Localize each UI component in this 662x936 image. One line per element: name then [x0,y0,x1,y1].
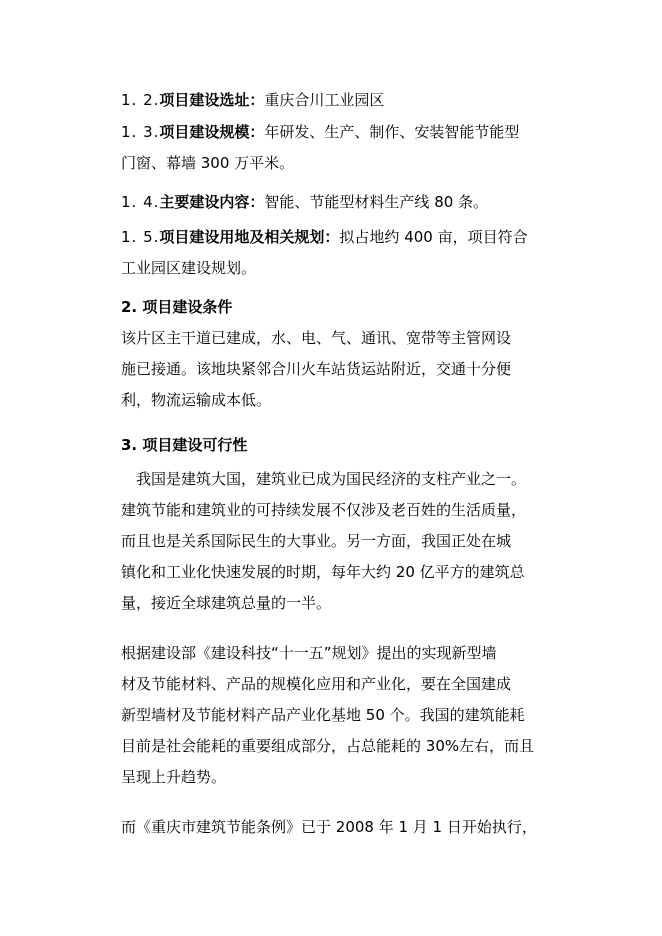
section-heading: 主要建设内容： [159,193,265,211]
paragraph-line: 我国是建筑大国，建筑业已成为国民经济的支柱产业之一。 [121,470,527,488]
paragraph-line: 而《重庆市建筑节能条例》已于 2008 年 1 月 1 日开始执行， [121,818,537,836]
paragraph-line: 量，接近全球建筑总量的一半。 [121,594,332,612]
section-1-2-line [121,85,546,116]
section-1-4 [121,187,546,218]
section-1-3-line-1 [121,117,546,148]
section-1-5-line-1 [121,222,546,253]
section-heading: 项目建设选址： [159,91,265,109]
paragraph-line: 而且也是关系国际民生的大事业。另一方面，我国正处在城 [121,532,512,550]
section-text: 智能、节能型材料生产线 80 条。 [264,193,489,211]
section-text: 拟占地约 400 亩，项目符合 [339,228,528,246]
paragraph-line: 镇化和工业化快速发展的时期，每年大约 20 亿平方的建筑总 [121,563,525,581]
section-2-line: 施已接通。该地块紧邻合川火车站货运站附近，交通十分便 [121,360,512,378]
section-number: 1. 3. [121,123,160,141]
section-1-5-line-2: 工业园区建设规划。 [121,259,257,277]
paragraph-line: 材及节能材料、产品的规模化应用和产业化，要在全国建成 [121,675,512,693]
section-3-paragraph-1 [121,464,546,619]
section-text: 年研发、生产、制作、安装智能节能型 [264,123,520,141]
section-1-3 [121,117,546,179]
section-3 [121,430,546,461]
section-3-paragraph-2 [121,638,546,793]
section-2-line: 该片区主干道已建成，水、电、气、通讯、宽带等主管网设 [121,329,512,347]
paragraph-line: 目前是社会能耗的重要组成部分，占总能耗的 30%左右，而且 [121,737,535,755]
paragraph-line: 根据建设部《建设科技“十一五”规划》提出的实现新型墙 [121,644,497,662]
section-number: 1. 2. [121,91,160,109]
section-heading: 项目建设用地及相关规划： [159,228,340,246]
paragraph-line: 呈现上升趋势。 [121,768,227,786]
paragraph-line: 新型墙材及节能材料产品产业化基地 50 个。我国的建筑能耗 [121,706,525,724]
section-1-5 [121,222,546,284]
section-2-line: 利，物流运输成本低。 [121,391,272,409]
section-heading: 项目建设规模： [159,123,265,141]
section-number: 1. 4. [121,193,160,211]
section-number: 1. 5. [121,228,160,246]
section-3-heading: 3. 项目建设可行性 [121,436,248,454]
section-2 [121,292,546,416]
paragraph-line: 建筑节能和建筑业的可持续发展不仅涉及老百姓的生活质量， [121,501,527,519]
section-1-2 [121,85,546,116]
section-1-4-line [121,187,546,218]
section-3-paragraph-3 [121,812,546,843]
section-2-heading: 2. 项目建设条件 [121,298,233,316]
section-text: 重庆合川工业园区 [264,91,385,109]
section-1-3-line-2: 门窗、幕墙 300 万平米。 [121,154,295,172]
